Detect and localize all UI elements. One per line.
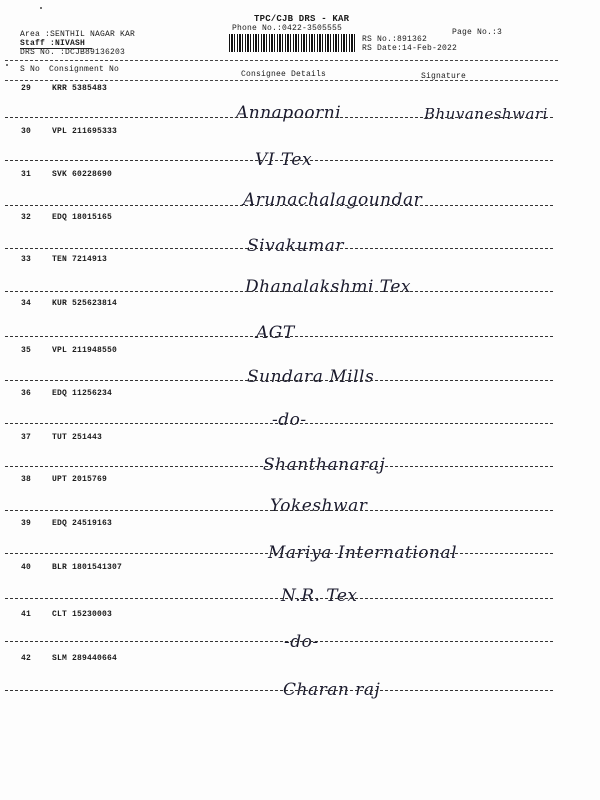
row-sno: 38 — [21, 475, 32, 484]
drs-number: DRS No. :DCJB89136203 — [20, 48, 126, 57]
row-sno: 42 — [21, 654, 32, 663]
row-consignee-handwritten: Yokeshwar — [270, 496, 368, 516]
row-sno: 29 — [21, 84, 32, 93]
row-consignment-no: VPL 211695333 — [52, 127, 118, 136]
rs-number: RS No.:891362 — [362, 35, 428, 44]
row-consignee-handwritten: Sundara Mills — [247, 367, 375, 387]
row-consignee-handwritten: Shanthanaraj — [263, 455, 386, 475]
row-divider — [5, 690, 553, 691]
row-sno: 32 — [21, 213, 32, 222]
row-consignment-no: UPT 2015769 — [52, 475, 108, 484]
phone-number: Phone No.:0422-3505555 — [232, 24, 343, 33]
row-consignee-handwritten: Sivakumar — [247, 236, 344, 256]
row-divider — [5, 641, 553, 642]
col-sno: S No — [20, 65, 41, 74]
row-consignment-no: EDQ 11256234 — [52, 389, 113, 398]
row-sno: 40 — [21, 563, 32, 572]
row-consignee-handwritten: AGT — [256, 323, 295, 343]
row-divider — [5, 598, 553, 599]
row-consignee-handwritten: Annapoorni — [236, 103, 342, 123]
scan-speck — [6, 64, 8, 66]
row-consignee-handwritten: Arunachalagoundar — [243, 190, 423, 210]
row-divider — [5, 510, 553, 511]
row-sno: 31 — [21, 170, 32, 179]
row-consignee-handwritten: -do- — [272, 410, 307, 430]
row-sno: 30 — [21, 127, 32, 136]
row-consignee-handwritten: Mariya International — [268, 543, 458, 563]
staff-label: Staff :NIVASH — [20, 39, 86, 48]
row-consignee-handwritten: Dhanalakshmi Tex — [245, 277, 411, 297]
barcode — [229, 34, 357, 52]
header-separator — [5, 60, 558, 61]
row-divider — [5, 336, 553, 337]
row-consignment-no: EDQ 24519163 — [52, 519, 113, 528]
row-consignee-handwritten: N.R. Tex — [281, 586, 358, 606]
row-consignment-no: EDQ 18015165 — [52, 213, 113, 222]
row-divider — [5, 380, 553, 381]
row-consignment-no: TEN 7214913 — [52, 255, 108, 264]
row-consignment-no: BLR 1801541307 — [52, 563, 123, 572]
column-separator — [5, 80, 558, 81]
col-consignee: Consignee Details — [241, 70, 327, 79]
row-consignment-no: KRR 5385483 — [52, 84, 108, 93]
row-consignment-no: KUR 525623814 — [52, 299, 118, 308]
row-consignment-no: TUT 251443 — [52, 433, 103, 442]
row-consignment-no: VPL 211948550 — [52, 346, 118, 355]
rs-date: RS Date:14-Feb-2022 — [362, 44, 458, 53]
row-consignee-handwritten: VI Tex — [255, 150, 313, 170]
row-consignment-no: SVK 60228690 — [52, 170, 113, 179]
area-label: Area :SENTHIL NAGAR KAR — [20, 30, 136, 39]
row-sno: 37 — [21, 433, 32, 442]
row-sno: 36 — [21, 389, 32, 398]
row-divider — [5, 291, 553, 292]
row-sno: 34 — [21, 299, 32, 308]
row-consignee-handwritten: -do- — [284, 632, 319, 652]
col-consignment: Consignment No — [49, 65, 120, 74]
row-divider — [5, 466, 553, 467]
col-signature: Signature — [421, 72, 467, 81]
row-sno: 33 — [21, 255, 32, 264]
row-divider — [5, 160, 553, 161]
page-number: Page No.:3 — [452, 28, 503, 37]
row-sno: 39 — [21, 519, 32, 528]
row-signature: Bhuvaneshwari — [424, 105, 548, 123]
row-divider — [5, 423, 553, 424]
row-divider — [5, 553, 553, 554]
row-consignment-no: SLM 289440664 — [52, 654, 118, 663]
document-title: TPC/CJB DRS - KAR — [254, 14, 350, 24]
scan-speck — [40, 7, 42, 9]
row-sno: 35 — [21, 346, 32, 355]
row-consignee-handwritten: Charan raj — [283, 680, 381, 700]
row-sno: 41 — [21, 610, 32, 619]
row-consignment-no: CLT 15230003 — [52, 610, 113, 619]
row-divider — [5, 205, 553, 206]
row-divider — [5, 248, 553, 249]
row-divider — [5, 117, 553, 118]
